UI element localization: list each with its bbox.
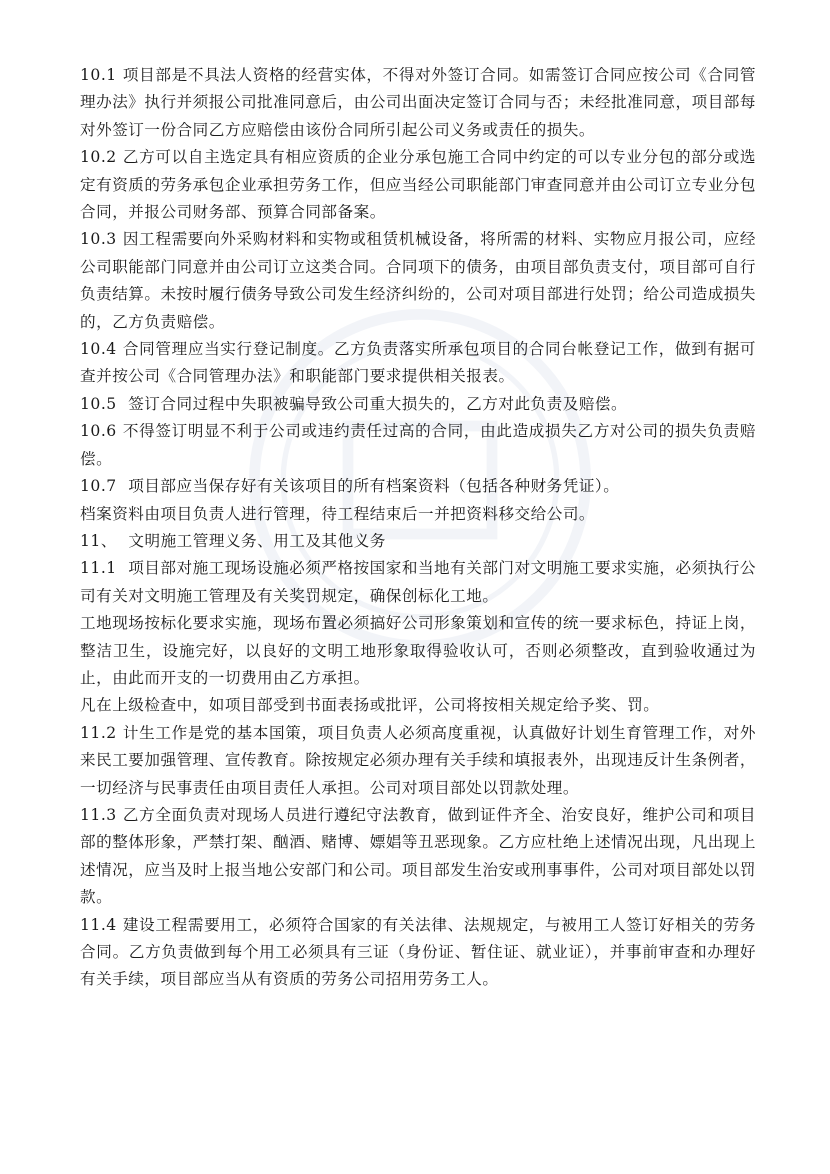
paragraph-archive: 档案资料由项目负责人进行管理，待工程结束后一并把资料移交给公司。 [80, 504, 596, 523]
paragraph-11-3: 11.3 乙方全面负责对现场人员进行遵纪守法教育，做到证件齐全、治安良好，维护公司和项目部的整体形象，严禁打架、酗酒、赌博、嫖娼等丑恶现象。乙方应杜绝上述情况出现，凡出现上述情况，应当及时上报当地公安部门和公司。项目部发生治安或刑事事件，公司对项目部处以罚款。 [80, 805, 756, 907]
section-11-heading: 11、 文明施工管理义务、用工及其他义务 [80, 531, 386, 550]
paragraph-10-6: 10.6 不得签订明显不利于公司或违约责任过高的合同，由此造成损失乙方对公司的损失负责赔偿。 [80, 422, 756, 468]
paragraph-10-3: 10.3 因工程需要向外采购材料和实物或租赁机械设备，将所需的材料、实物应月报公司，应经公司职能部门同意并由公司订立这类合同。合同项下的债务，由项目部负责支付，项目部可自行负责结算。未按时履行债务导致公司发生经济纠纷的，公司对项目部进行处罚；给公司造成损失的，乙方负责赔偿。 [80, 230, 756, 331]
paragraph-10-7: 10.7 项目部应当保存好有关该项目的所有档案资料（包括各种财务凭证）。 [80, 477, 620, 496]
paragraph-inspection: 凡在上级检查中，如项目部受到书面表扬或批评，公司将按相关规定给予奖、罚。 [80, 696, 660, 715]
paragraph-10-2: 10.2 乙方可以自主选定具有相应资质的企业分承包施工合同中约定的可以专业分包的部分或选定有资质的劳务承包企业承担劳务工作，但应当经公司职能部门审查同意并由公司订立专业分包合同，并报公司财务部、预算合同部备案。 [80, 148, 756, 222]
paragraph-11-1: 11.1 项目部对施工现场设施必须严格按国家和当地有关部门对文明施工要求实施，必须执行公司有关对文明施工管理及有关奖罚规定，确保创标化工地。 [80, 559, 756, 605]
paragraph-site-standard: 工地现场按标化要求实施，现场布置必须搞好公司形象策划和宣传的统一要求标色，持证上岗，整洁卫生，设施完好，以良好的文明工地形象取得验收认可，否则必须整改，直到验收通过为止，由此而开支的一切费用由乙方承担。 [80, 614, 756, 687]
document-body [80, 62, 756, 994]
paragraph-10-1: 10.1 项目部是不具法人资格的经营实体，不得对外签订合同。如需签订合同应按公司《合同管理办法》执行并须报公司批准同意后，由公司出面决定签订合同与否；未经批准同意，项目部每对外签订一份合同乙方应赔偿由该份合同所引起公司义务或责任的损失。 [80, 66, 756, 139]
paragraph-11-2: 11.2 计生工作是党的基本国策，项目负责人必须高度重视，认真做好计划生育管理工作，对外来民工要加强管理、宣传教育。除按规定必须办理有关手续和填报表外，出现违反计生条例者，一切经济与民事责任由项目责任人承担。公司对项目部处以罚款处理。 [80, 723, 756, 797]
paragraph-10-4: 10.4 合同管理应当实行登记制度。乙方负责落实所承包项目的合同台帐登记工作，做到有据可查并按公司《合同管理办法》和职能部门要求提供相关报表。 [80, 340, 756, 386]
paragraph-10-5: 10.5 签订合同过程中失职被骗导致公司重大损失的，乙方对此负责及赔偿。 [80, 394, 628, 413]
paragraph-11-4: 11.4 建设工程需要用工，必须符合国家的有关法律、法规规定，与被用工人签订好相关的劳务合同。乙方负责做到每个用工必须具有三证（身份证、暂住证、就业证），并事前审查和办理好有关手续，项目部应当从有资质的劳务公司招用劳务工人。 [80, 915, 756, 989]
